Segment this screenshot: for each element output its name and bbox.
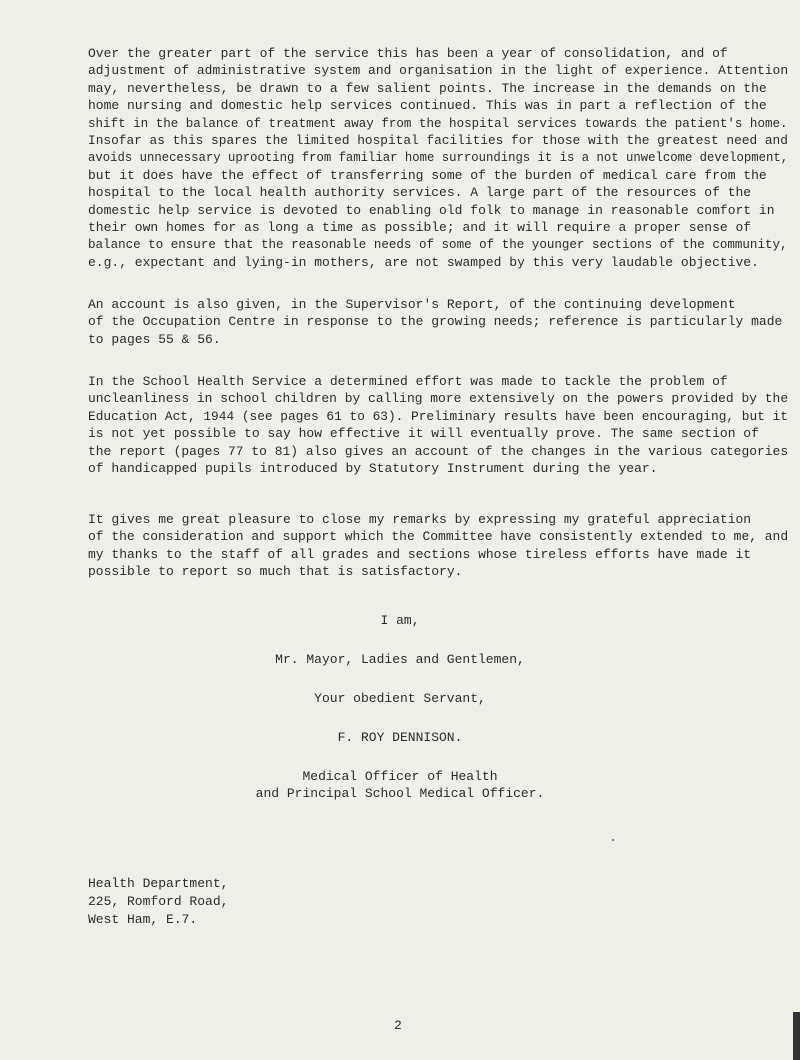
address-line: 225, Romford Road, <box>88 894 229 909</box>
page-number: 2 <box>394 1018 402 1033</box>
text-line: e.g., expectant and lying-in mothers, are not swamped by this very laudable objective. <box>88 254 759 270</box>
text-line: balance to ensure that the reasonable needs of some of the younger sections of the community, <box>88 237 788 253</box>
paragraph-3 <box>88 373 788 477</box>
text-line: Education Act, 1944 (see pages 61 to 63). Preliminary results have been encouraging, but it <box>88 408 788 424</box>
text-line: my thanks to the staff of all grades and sections whose tireless efforts have made it <box>88 546 752 562</box>
signatory-title-1: Medical Officer of Health <box>302 769 498 784</box>
address-block <box>88 875 228 929</box>
text-line: of the consideration and support which the Committee have consistently extended to me, and <box>88 529 789 545</box>
text-line: to pages 55 & 56. <box>88 331 221 347</box>
text-line: adjustment of administrative system and organisation in the light of experience. Attention <box>88 63 789 79</box>
scan-speck <box>612 839 614 841</box>
text-line: In the School Health Service a determined effort was made to tackle the problem of <box>88 374 728 389</box>
text-line: An account is also given, in the Supervisor's Report, of the continuing development <box>88 297 736 312</box>
text-line: is not yet possible to say how effective it will eventually prove. The same section of <box>88 426 759 442</box>
paragraph-1 <box>88 45 788 271</box>
text-line: but it does have the effect of transferring some of the burden of medical care from the <box>88 167 767 183</box>
signatory-title-2: and Principal School Medical Officer. <box>255 786 545 801</box>
text-line: It gives me great pleasure to close my remarks by expressing my grateful appreciation <box>88 512 752 527</box>
paragraph-2 <box>88 296 788 348</box>
address-line: West Ham, E.7. <box>88 912 198 927</box>
text-line: of the Occupation Centre in response to the growing needs; reference is particularly made <box>88 314 783 330</box>
text-line: home nursing and domestic help services continued. This was in part a reflection of the <box>88 98 767 114</box>
text-line: hospital to the local health authority services. A large part of the resources of the <box>88 185 752 201</box>
text-line: Over the greater part of the service this has been a year of consolidation, and of <box>88 46 728 61</box>
closing-servant: Your obedient Servant, <box>314 691 486 706</box>
text-line: Insofar as this spares the limited hospital facilities for those with the greatest need and <box>88 133 788 149</box>
text-line: their own homes for as long a time as possible; and it will require a proper sense of <box>88 220 752 236</box>
scan-edge-mark <box>793 1012 800 1060</box>
text-line: may, nevertheless, be drawn to a few salient points. The increase in the demands on the <box>88 80 767 96</box>
text-line: the report (pages 77 to 81) also gives an account of the changes in the various categories <box>88 443 789 459</box>
text-line: shift in the balance of treatment away from the hospital services towards the patient's home. <box>88 115 788 131</box>
text-line: possible to report so much that is satisfactory. <box>88 564 463 580</box>
address-line: Health Department, <box>88 876 229 891</box>
text-line: domestic help service is devoted to enabling old folk to manage in reasonable comfort in <box>88 202 775 218</box>
closing-i-am: I am, <box>380 613 420 628</box>
text-line: uncleanliness in school children by calling more extensively on the powers provided by the <box>88 391 789 407</box>
paragraph-4 <box>88 511 788 581</box>
text-line: of handicapped pupils introduced by Statutory Instrument during the year. <box>88 461 658 477</box>
signatory-name: F. ROY DENNISON. <box>337 730 463 745</box>
closing-salutation: Mr. Mayor, Ladies and Gentlemen, <box>275 652 525 667</box>
text-line: avoids unnecessary uprooting from familiar home surroundings it is a not unwelcome development, <box>88 150 789 166</box>
